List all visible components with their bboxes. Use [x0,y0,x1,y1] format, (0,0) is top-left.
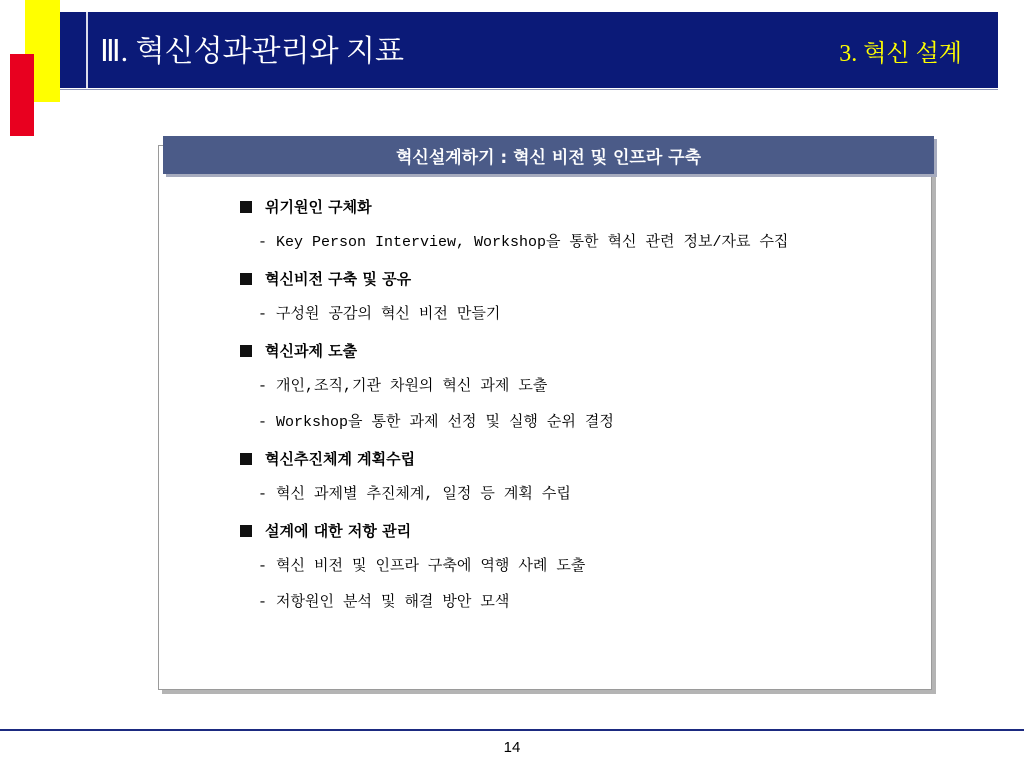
group-label: 혁신과제 도출 [265,342,358,360]
square-bullet-icon [240,453,252,465]
list-group-heading [240,189,920,225]
group-label: 혁신비전 구축 및 공유 [265,270,412,288]
header-divider [86,12,88,88]
square-bullet-icon [240,345,252,357]
square-bullet-icon [240,201,252,213]
list-group-heading [240,513,920,549]
bullet-list [240,189,920,621]
square-bullet-icon [240,273,252,285]
panel-heading: 혁신설계하기 : 혁신 비전 및 인프라 구축 [395,147,702,168]
detail-line: - 구성원 공감의 혁신 비전 만들기 [258,306,501,323]
section-label: 3. 혁신 설계 [839,41,962,67]
detail-line: - 개인,조직,기관 차원의 혁신 과제 도출 [258,378,548,395]
detail-line: - 저항원인 분석 및 해결 방안 모색 [258,594,510,611]
header-underline [60,89,998,90]
slide-title: Ⅲ. 혁신성과관리와 지표 [100,35,405,68]
page-number: 14 [503,739,521,756]
detail-line: - Workshop을 통한 과제 선정 및 실행 순위 결정 [258,414,614,431]
accent-red-block [10,54,34,136]
list-group-heading [240,261,920,297]
list-group-heading [240,441,920,477]
group-label: 위기원인 구체화 [265,198,372,216]
list-group-heading [240,333,920,369]
content-panel [158,145,932,690]
group-label: 혁신추진체계 계획수립 [265,450,416,468]
header-bar [60,12,998,88]
detail-line: - 혁신 비전 및 인프라 구축에 역행 사례 도출 [258,558,586,575]
detail-line: - Key Person Interview, Workshop을 통한 혁신 관련 정보/자료 수집 [258,234,789,251]
detail-line: - 혁신 과제별 추진체계, 일정 등 계획 수립 [258,486,571,503]
panel-heading-bar [163,136,934,174]
square-bullet-icon [240,525,252,537]
group-label: 설계에 대한 저항 관리 [265,522,412,540]
footer-rule [0,729,1024,731]
